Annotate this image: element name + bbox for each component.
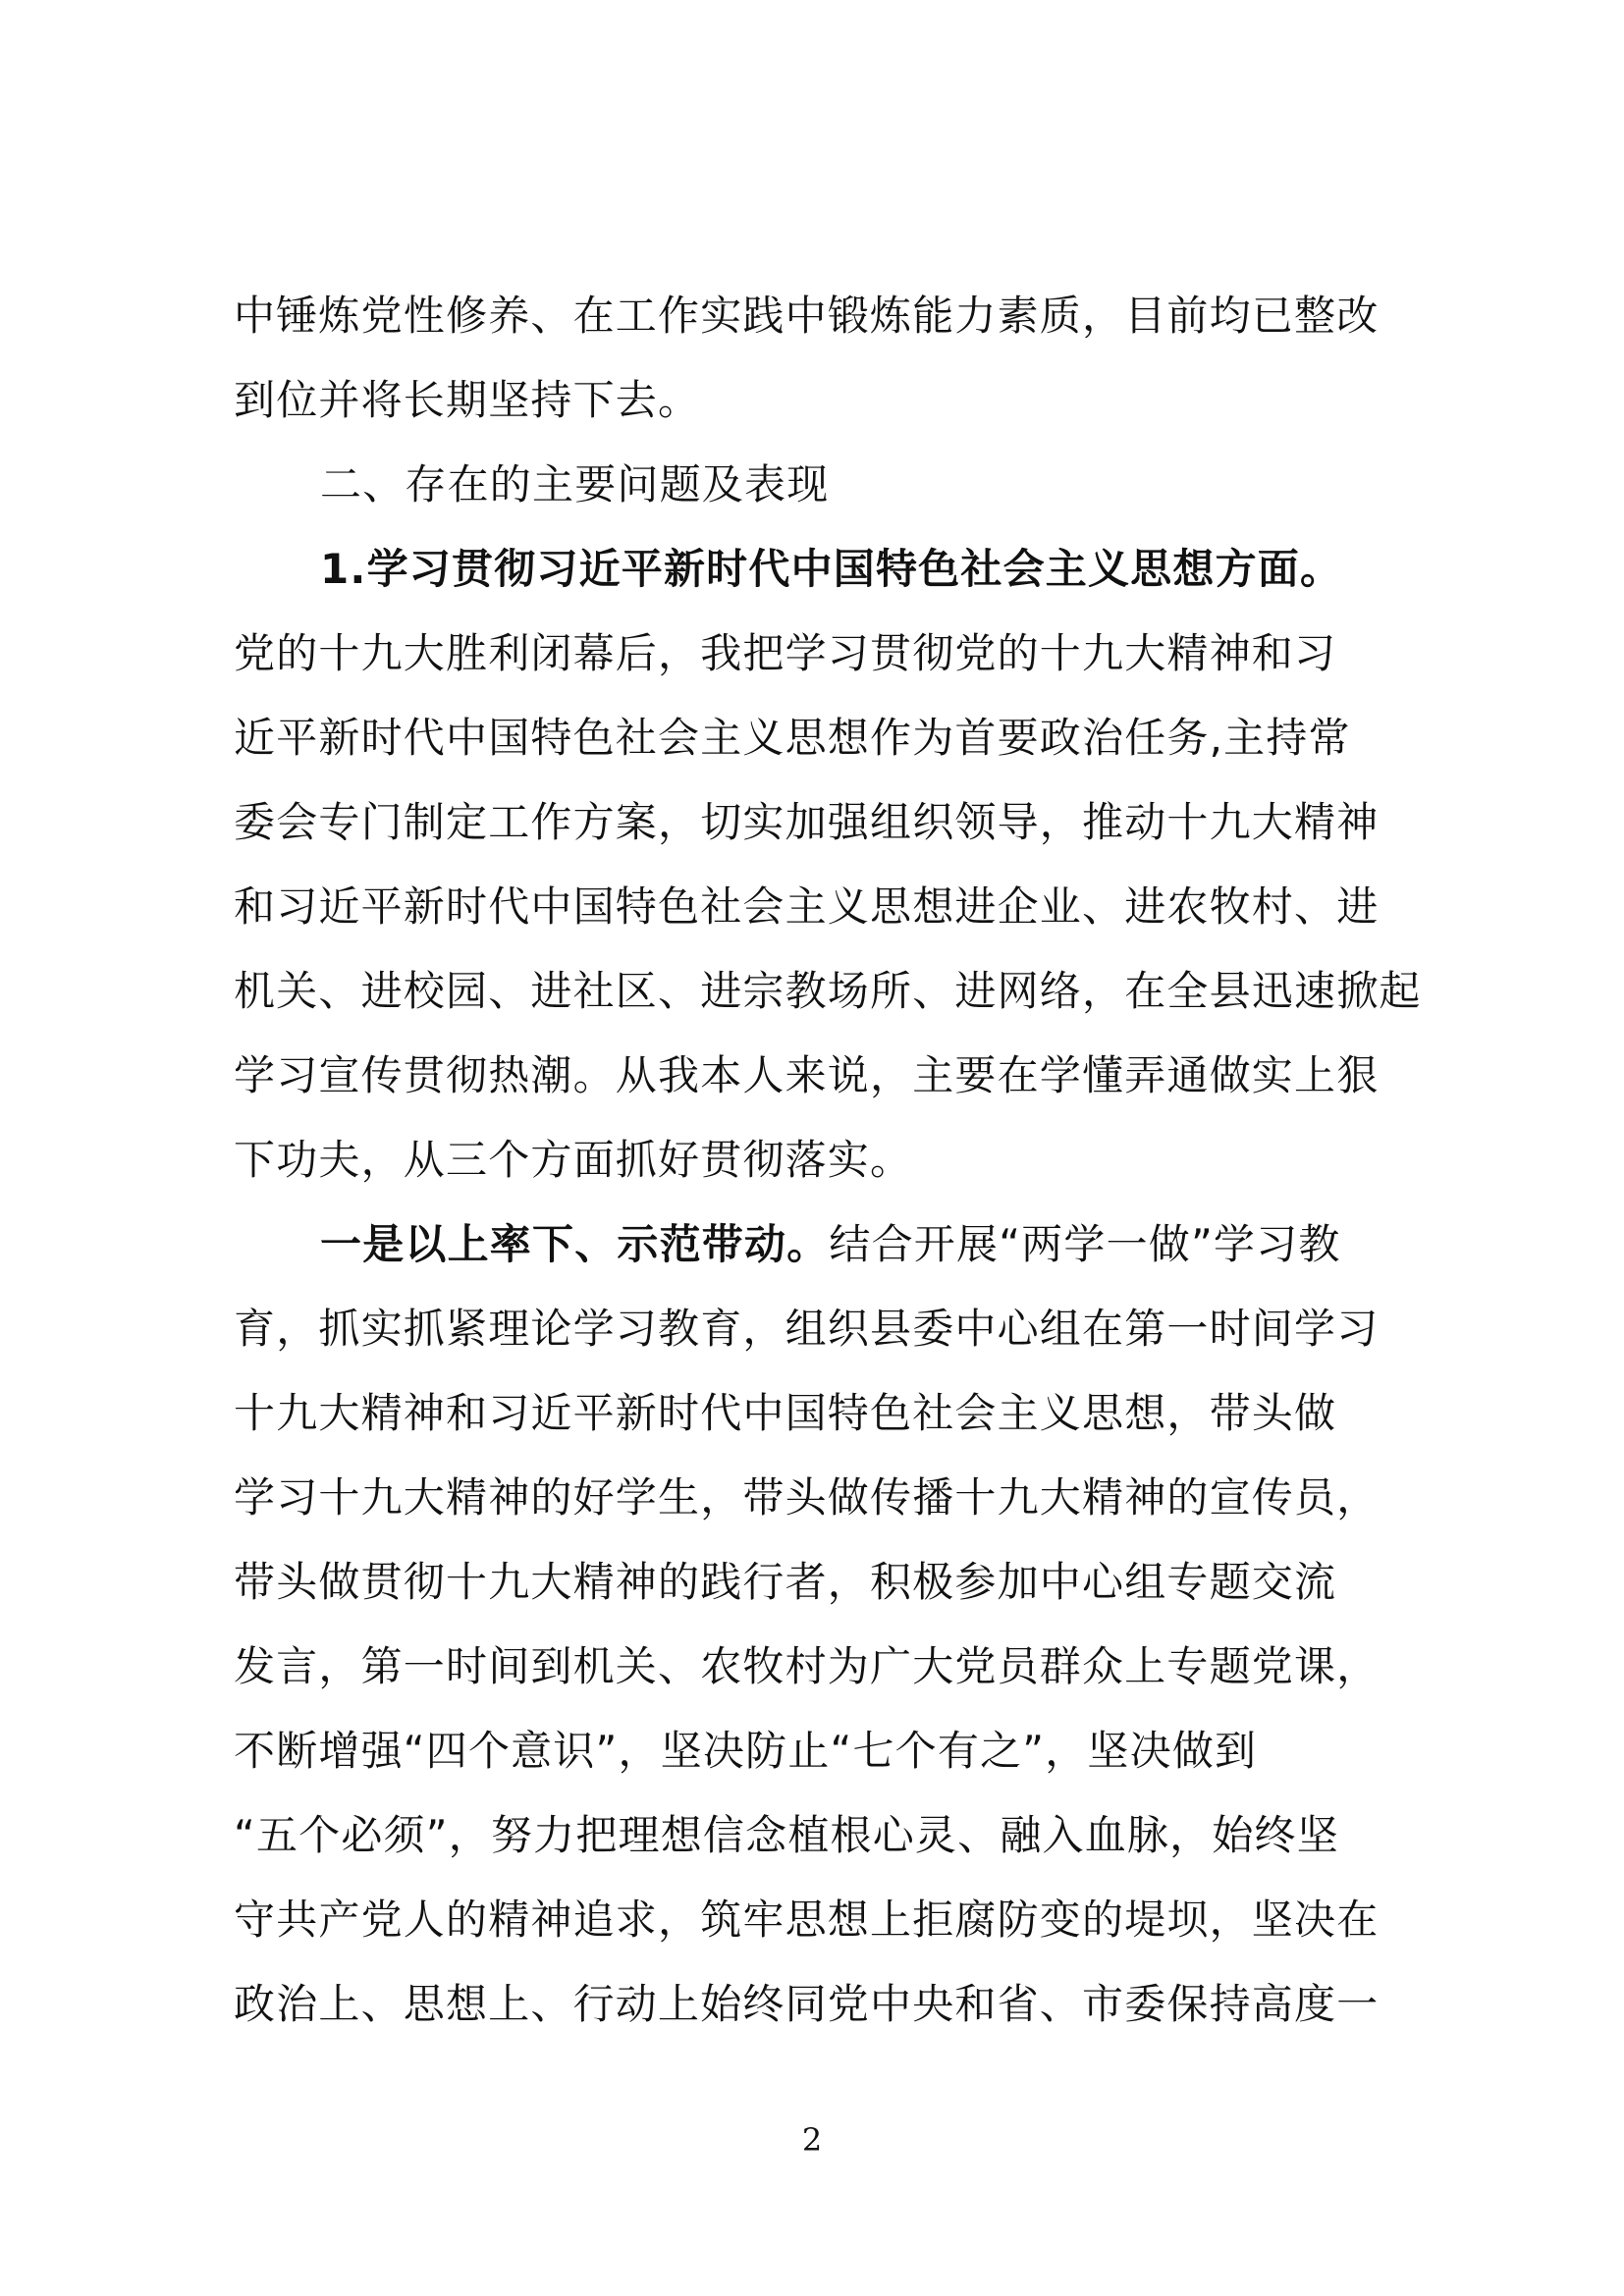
body-text-line: 育，抓实抓紧理论学习教育，组织县委中心组在第一时间学习 — [234, 1305, 1380, 1353]
body-text-line: 下功夫，从三个方面抓好贯彻落实。 — [234, 1136, 913, 1184]
subsection-heading: 1.学习贯彻习近平新时代中国特色社会主义思想方面。 — [320, 545, 1343, 593]
body-text-line: “五个必须”，努力把理想信念植根心灵、融入血脉，始终坚 — [234, 1811, 1339, 1859]
body-text-line: 机关、进校园、进社区、进宗教场所、进网络，在全县迅速掀起 — [234, 967, 1422, 1015]
bold-lead-phrase: 一是以上率下、示范带动。 — [320, 1220, 830, 1268]
body-text-line: 带头做贯彻十九大精神的践行者，积极参加中心组专题交流 — [234, 1558, 1337, 1606]
body-text-line: 不断增强“四个意识”，坚决防止“七个有之”，坚决做到 — [234, 1727, 1258, 1775]
body-text-line: 到位并将长期坚持下去。 — [234, 376, 701, 424]
body-text-line: 中锤炼党性修养、在工作实践中锻炼能力素质，目前均已整改 — [234, 292, 1380, 340]
body-text-line: 党的十九大胜利闭幕后，我把学习贯彻党的十九大精神和习 — [234, 629, 1337, 677]
body-text-line: 发言，第一时间到机关、农牧村为广大党员群众上专题党课， — [234, 1642, 1380, 1690]
body-text-line: 学习十九大精神的好学生，带头做传播十九大精神的宣传员， — [234, 1473, 1380, 1522]
body-text-line: 十九大精神和习近平新时代中国特色社会主义思想，带头做 — [234, 1389, 1337, 1437]
body-text-line: 近平新时代中国特色社会主义思想作为首要政治任务,主持常 — [234, 714, 1351, 762]
body-text-line: 委会专门制定工作方案，切实加强组织领导，推动十九大精神 — [234, 798, 1380, 846]
body-text-line: 守共产党人的精神追求，筑牢思想上拒腐防变的堤坝，坚决在 — [234, 1896, 1380, 1944]
paragraph-line — [320, 1217, 1479, 1272]
page-number: 2 — [801, 2121, 823, 2159]
body-text-run: 结合开展“两学一做”学习教 — [829, 1220, 1341, 1268]
body-text-line: 政治上、思想上、行动上始终同党中央和省、市委保持高度一 — [234, 1980, 1380, 2028]
body-text-line: 和习近平新时代中国特色社会主义思想进企业、进农牧村、进 — [234, 882, 1380, 931]
section-heading: 二、存在的主要问题及表现 — [320, 460, 830, 508]
body-text-line: 学习宣传贯彻热潮。从我本人来说，主要在学懂弄通做实上狠 — [234, 1051, 1380, 1099]
